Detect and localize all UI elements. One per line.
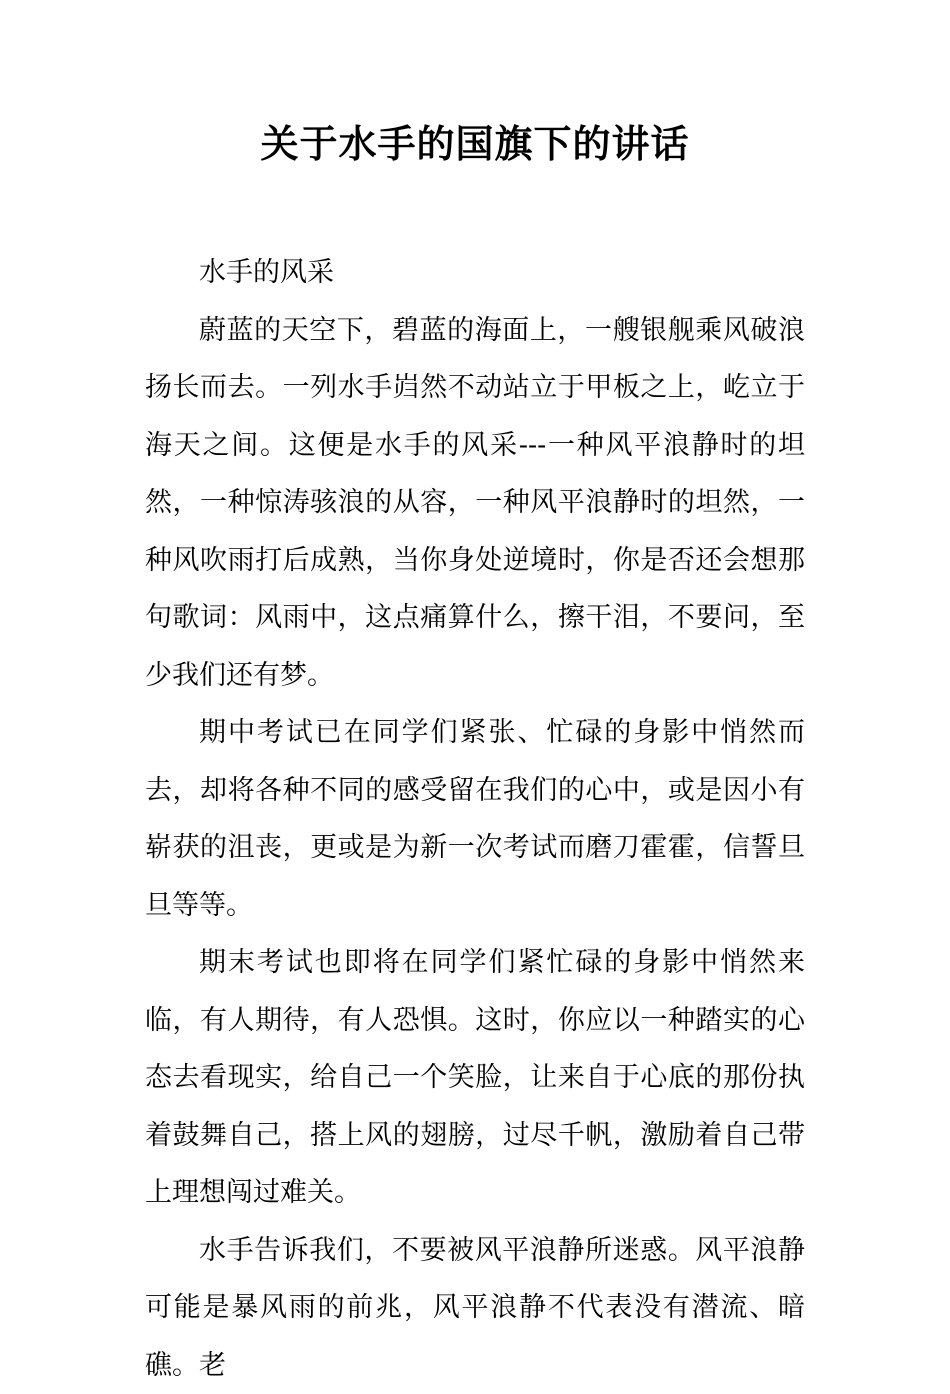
paragraph: 期末考试也即将在同学们紧忙碌的身影中悄然来临，有人期待，有人恐惧。这时，你应以一种踏实的心态去看现实，给自己一个笑脸，让来自于心底的那份执着鼓舞自己，搭上风的翅膀，过尽千帆，激励着自己带上理想闯过难关。 <box>145 934 805 1222</box>
paragraph: 蔚蓝的天空下，碧蓝的海面上，一艘银舰乘风破浪扬长而去。一列水手岿然不动站立于甲板之上，屹立于海天之间。这便是水手的风采---一种风平浪静时的坦然，一种惊涛骇浪的从容，一种风平浪静时的坦然，一种风吹雨打后成熟，当你身处逆境时，你是否还会想那句歌词：风雨中，这点痛算什么，擦干泪，不要问，至少我们还有梦。 <box>145 302 805 705</box>
document-body <box>145 244 805 1394</box>
section-heading: 水手的风采 <box>145 244 805 302</box>
paragraph: 水手告诉我们，不要被风平浪静所迷惑。风平浪静可能是暴风雨的前兆，风平浪静不代表没有潜流、暗礁。老 <box>145 1222 805 1394</box>
document-title: 关于水手的国旗下的讲话 <box>0 118 950 170</box>
paragraph: 期中考试已在同学们紧张、忙碌的身影中悄然而去，却将各种不同的感受留在我们的心中，或是因小有崭获的沮丧，更或是为新一次考试而磨刀霍霍，信誓旦旦等等。 <box>145 704 805 934</box>
